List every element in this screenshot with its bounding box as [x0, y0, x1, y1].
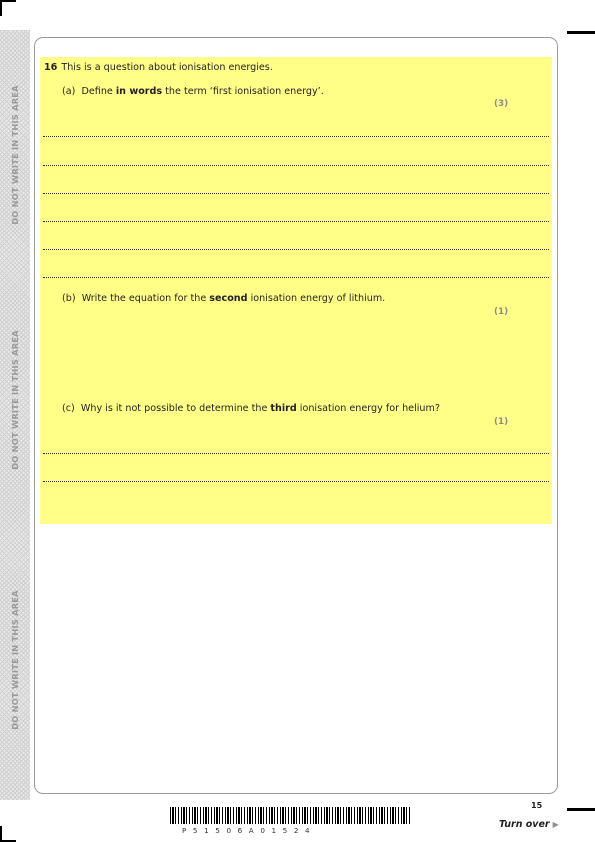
- answer-line[interactable]: [43, 136, 549, 137]
- part-c-text-2: ionisation energy for helium?: [299, 403, 440, 414]
- answer-line[interactable]: [43, 221, 549, 222]
- part-b-bold: second: [209, 293, 248, 304]
- crop-mark-bottom-right: [567, 808, 595, 811]
- margin-warning-top: DO NOT WRITE IN THIS AREA: [10, 85, 20, 225]
- question-number: 16: [44, 62, 58, 73]
- crop-mark-top-right: [567, 31, 595, 34]
- part-b-label: (b): [62, 293, 76, 304]
- page-number: 15: [531, 801, 543, 810]
- part-b-text-1: Write the equation for the: [81, 293, 207, 304]
- part-a-bold: in words: [115, 86, 163, 97]
- question-intro-line: [44, 62, 273, 74]
- turn-over: [499, 819, 559, 830]
- answer-line[interactable]: [43, 277, 549, 278]
- question-intro: This is a question about ionisation energies.: [61, 62, 273, 73]
- barcode-text: P51506A01524: [182, 826, 317, 835]
- part-c-text-1: Why is it not possible to determine the: [80, 403, 268, 414]
- answer-line[interactable]: [43, 481, 549, 482]
- answer-line[interactable]: [43, 165, 549, 166]
- part-c-bold: third: [270, 403, 297, 414]
- part-c-prompt: [62, 403, 440, 415]
- turn-over-label: Turn over: [499, 819, 550, 830]
- margin-warning-bottom: DO NOT WRITE IN THIS AREA: [10, 590, 20, 730]
- part-b-marks: (1): [494, 307, 509, 317]
- crop-mark-top-left-h: [0, 0, 16, 2]
- part-c-label: (c): [62, 403, 75, 414]
- part-a-text-2: the term ‘first ionisation energy’.: [165, 86, 324, 97]
- part-a-prompt: [62, 86, 324, 98]
- part-a-marks: (3): [494, 99, 509, 109]
- answer-line[interactable]: [43, 193, 549, 194]
- part-c-marks: (1): [494, 417, 509, 427]
- part-a-label: (a): [62, 86, 76, 97]
- triangle-right-icon: ▶: [552, 820, 559, 829]
- part-a-text-1: Define: [81, 86, 113, 97]
- part-b-prompt: [62, 293, 385, 305]
- barcode: [170, 807, 412, 824]
- crop-mark-top-left: [0, 0, 2, 16]
- answer-line[interactable]: [43, 453, 549, 454]
- part-b-text-2: ionisation energy of lithium.: [250, 293, 386, 304]
- answer-line[interactable]: [43, 249, 549, 250]
- margin-warning-middle: DO NOT WRITE IN THIS AREA: [10, 330, 20, 470]
